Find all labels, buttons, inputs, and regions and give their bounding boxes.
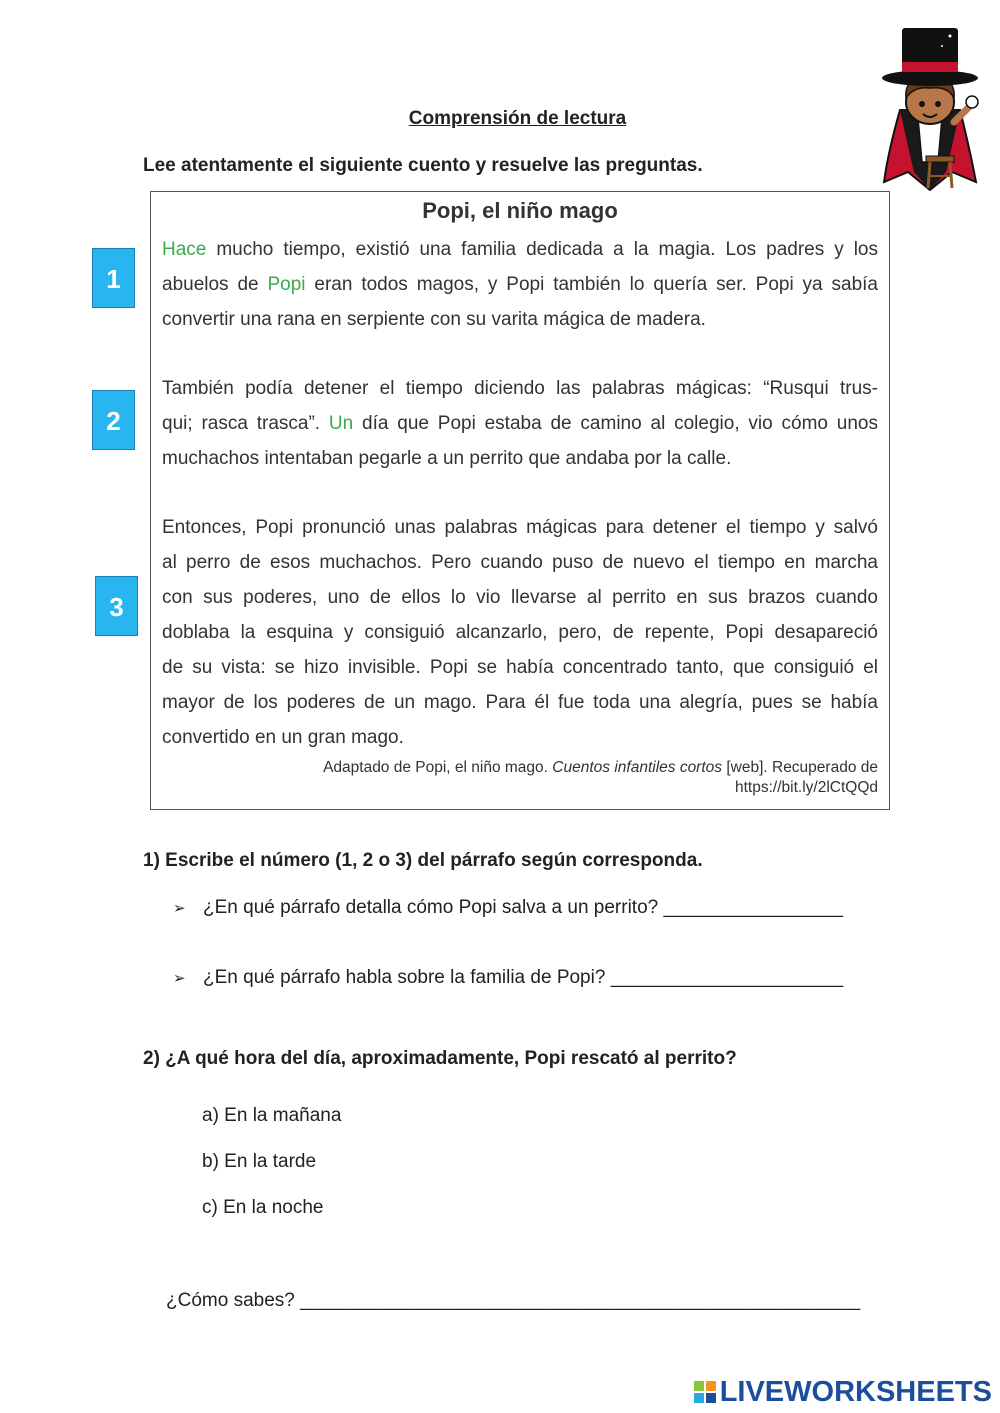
citation-prefix: Adaptado de Popi, el niño mago. (323, 759, 553, 776)
how-do-you-know-field[interactable]: ¿Cómo sabes? _____________________________________________________ (166, 1290, 861, 1311)
question-2-prompt: 2) ¿A qué hora del día, aproximadamente, Popi rescató al perrito? (143, 1048, 737, 1069)
paragraph-badge-2: 2 (92, 390, 135, 450)
worksheet-title: Comprensión de lectura (408, 108, 627, 129)
highlighted-word: Un (328, 413, 354, 434)
paragraph-badge-3: 3 (95, 576, 138, 636)
line-text: qui; rasca trasca”. (162, 413, 329, 434)
story-paragraph-3 (162, 510, 878, 755)
citation-source: Cuentos infantiles cortos (552, 759, 723, 776)
paragraph-line: convertir una rana en serpiente con su varita mágica de madera. (162, 309, 706, 330)
paragraph-line: al perro de esos muchachos. Pero cuando puso de nuevo el tiempo en marcha (162, 552, 878, 573)
paragraph-line: mayor de los poderes de un mago. Para él fue toda una alegría, pues se había (162, 692, 878, 713)
answer-option-c[interactable]: c) En la noche (202, 1197, 324, 1218)
logo-text: LIVEWORKSHEETS (719, 1376, 992, 1408)
answer-option-b[interactable]: b) En la tarde (202, 1151, 317, 1172)
story-title: Popi, el niño mago (422, 198, 618, 223)
paragraph-line: de su vista: se hizo invisible. Popi se había concentrado tanto, que consiguió el (162, 657, 878, 678)
magician-illustration (878, 22, 983, 192)
question-item-text: ¿En qué párrafo habla sobre la familia de Popi? ______________________ (203, 967, 844, 988)
paragraph-line: muchachos intentaban pegarle a un perrito que andaba por la calle. (162, 448, 732, 469)
arrow-bullet-icon: ➢ (173, 970, 186, 987)
liveworksheets-logo-icon (694, 1381, 716, 1403)
paragraph-line (162, 232, 878, 267)
story-paragraph-1 (162, 232, 878, 337)
citation-url: https://bit.ly/2lCtQQd (735, 779, 878, 796)
story-paragraph-2 (162, 371, 878, 476)
line-text: mucho tiempo, existió una familia dedicada a la magia. Los padres y los (206, 239, 878, 260)
highlighted-word: Hace (162, 239, 207, 260)
instructions: Lee atentamente el siguiente cuento y resuelve las preguntas. (143, 155, 703, 176)
paragraph-line: doblaba la esquina y consiguió alcanzarlo, pero, de repente, Popi desapareció (162, 622, 878, 643)
liveworksheets-logo (694, 1376, 992, 1409)
paragraph-line (162, 267, 878, 302)
paragraph-line: convertido en un gran mago. (162, 727, 404, 748)
answer-option-a[interactable]: a) En la mañana (202, 1105, 342, 1126)
question-item-text: ¿En qué párrafo detalla cómo Popi salva a un perrito? _________________ (203, 897, 844, 918)
paragraph-line (162, 406, 878, 441)
citation-suffix: [web]. Recuperado de (722, 759, 878, 776)
line-text: abuelos de (162, 274, 268, 295)
question-1-item[interactable] (173, 897, 843, 919)
paragraph-line: Entonces, Popi pronunció unas palabras mágicas para detener el tiempo y salvó (162, 517, 878, 538)
paragraph-line: También podía detener el tiempo diciendo las palabras mágicas: “Rusqui trus- (162, 378, 878, 399)
question-1-prompt: 1) Escribe el número (1, 2 o 3) del párrafo según corresponda. (143, 850, 703, 871)
arrow-bullet-icon: ➢ (173, 900, 186, 917)
paragraph-line: con sus poderes, uno de ellos lo vio llevarse al perrito en sus brazos cuando (162, 587, 878, 608)
story-citation (162, 758, 878, 798)
highlighted-word: Popi (267, 274, 306, 295)
line-text: eran todos magos, y Popi también lo quería ser. Popi ya sabía (305, 274, 878, 295)
paragraph-badge-1: 1 (92, 248, 135, 308)
question-1-item[interactable] (173, 967, 843, 989)
line-text: día que Popi estaba de camino al colegio, vio cómo unos (353, 413, 878, 434)
